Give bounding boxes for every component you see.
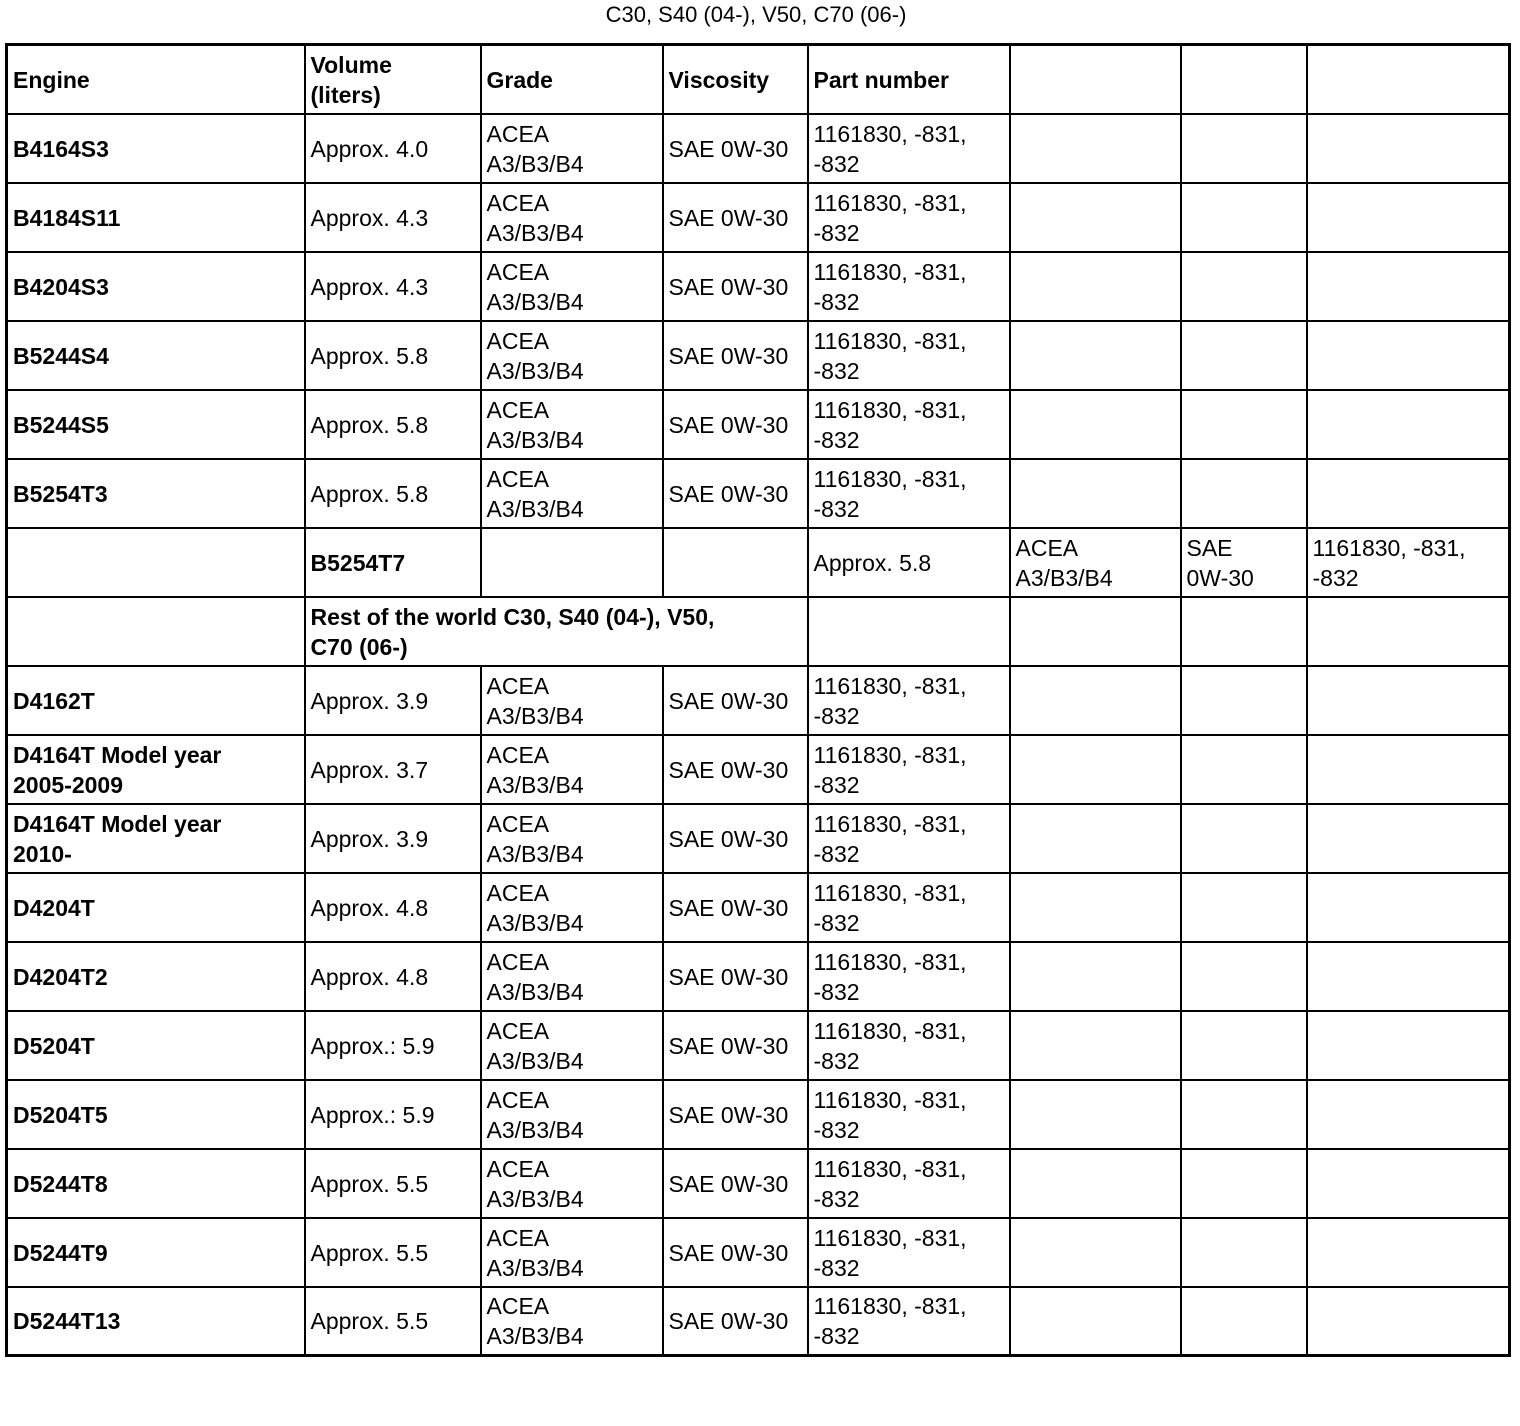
empty-cell	[1307, 459, 1510, 528]
volume-cell: Approx. 5.8	[305, 459, 481, 528]
page-title: C30, S40 (04-), V50, C70 (06-)	[605, 2, 907, 27]
empty-cell	[1307, 597, 1510, 666]
empty-cell	[1307, 1149, 1510, 1218]
empty-cell	[1010, 1080, 1181, 1149]
empty-cell	[1307, 45, 1510, 114]
empty-cell	[1181, 1080, 1307, 1149]
part-number-cell: 1161830, -831, -832	[808, 1149, 1010, 1218]
grade-cell: ACEA A3/B3/B4	[481, 459, 663, 528]
empty-cell	[7, 528, 305, 597]
engine-cell: D5244T13	[7, 1287, 305, 1356]
empty-cell	[1010, 1287, 1181, 1356]
viscosity-cell: SAE 0W-30	[663, 183, 808, 252]
part-number-cell: 1161830, -831, -832	[808, 666, 1010, 735]
empty-cell	[1181, 1149, 1307, 1218]
empty-cell	[1010, 1149, 1181, 1218]
volume-cell: Approx. 5.5	[305, 1149, 481, 1218]
empty-cell	[1307, 735, 1510, 804]
header-part-number: Part number	[808, 45, 1010, 114]
empty-cell	[1181, 45, 1307, 114]
empty-cell	[808, 597, 1010, 666]
viscosity-cell: SAE 0W-30	[663, 252, 808, 321]
engine-cell: D4162T	[7, 666, 305, 735]
viscosity-cell: SAE 0W-30	[663, 804, 808, 873]
empty-cell	[1010, 873, 1181, 942]
empty-cell	[1181, 1011, 1307, 1080]
viscosity-cell: SAE 0W-30	[1181, 528, 1307, 597]
grade-cell: ACEA A3/B3/B4	[481, 1149, 663, 1218]
viscosity-cell: SAE 0W-30	[663, 114, 808, 183]
volume-cell: Approx. 3.9	[305, 666, 481, 735]
empty-cell	[7, 597, 305, 666]
table-row	[7, 735, 1510, 804]
table-row	[7, 666, 1510, 735]
part-number-cell: 1161830, -831, -832	[808, 1011, 1010, 1080]
volume-cell: Approx. 4.8	[305, 942, 481, 1011]
grade-cell: ACEA A3/B3/B4	[481, 183, 663, 252]
engine-cell: D5204T5	[7, 1080, 305, 1149]
empty-cell	[1307, 1011, 1510, 1080]
volume-cell: Approx. 4.0	[305, 114, 481, 183]
empty-cell	[663, 528, 808, 597]
empty-cell	[1307, 183, 1510, 252]
engine-cell: B4164S3	[7, 114, 305, 183]
volume-cell: Approx.: 5.9	[305, 1080, 481, 1149]
section-heading-row	[7, 597, 1510, 666]
volume-cell: Approx. 4.3	[305, 183, 481, 252]
grade-cell: ACEA A3/B3/B4	[481, 1218, 663, 1287]
table-row	[7, 114, 1510, 183]
grade-cell: ACEA A3/B3/B4	[481, 1287, 663, 1356]
empty-cell	[1307, 666, 1510, 735]
engine-cell: D5244T8	[7, 1149, 305, 1218]
part-number-cell: 1161830, -831, -832	[808, 114, 1010, 183]
viscosity-cell: SAE 0W-30	[663, 1080, 808, 1149]
header-viscosity: Viscosity	[663, 45, 808, 114]
grade-cell: ACEA A3/B3/B4	[481, 873, 663, 942]
empty-cell	[1010, 942, 1181, 1011]
part-number-cell: 1161830, -831, -832	[808, 1287, 1010, 1356]
viscosity-cell: SAE 0W-30	[663, 321, 808, 390]
empty-cell	[1181, 459, 1307, 528]
viscosity-cell: SAE 0W-30	[663, 1218, 808, 1287]
grade-cell: ACEA A3/B3/B4	[481, 390, 663, 459]
empty-cell	[1181, 390, 1307, 459]
viscosity-cell: SAE 0W-30	[663, 1149, 808, 1218]
grade-cell: ACEA A3/B3/B4	[1010, 528, 1181, 597]
header-row	[7, 45, 1510, 114]
empty-cell	[1010, 183, 1181, 252]
empty-cell	[1181, 321, 1307, 390]
grade-cell: ACEA A3/B3/B4	[481, 252, 663, 321]
part-number-cell: 1161830, -831, -832	[808, 1080, 1010, 1149]
grade-cell: ACEA A3/B3/B4	[481, 114, 663, 183]
engine-cell: D5244T9	[7, 1218, 305, 1287]
viscosity-cell: SAE 0W-30	[663, 666, 808, 735]
volume-cell: Approx. 4.3	[305, 252, 481, 321]
empty-cell	[1010, 597, 1181, 666]
part-number-cell: 1161830, -831, -832	[1307, 528, 1510, 597]
empty-cell	[1307, 942, 1510, 1011]
table-row	[7, 804, 1510, 873]
header-engine: Engine	[7, 45, 305, 114]
engine-cell: B4184S11	[7, 183, 305, 252]
viscosity-cell: SAE 0W-30	[663, 1287, 808, 1356]
empty-cell	[1181, 1287, 1307, 1356]
oil-capacity-table	[5, 43, 1511, 1357]
table-row	[7, 1287, 1510, 1356]
header-volume: Volume (liters)	[305, 45, 481, 114]
viscosity-cell: SAE 0W-30	[663, 390, 808, 459]
engine-cell: D5204T	[7, 1011, 305, 1080]
grade-cell: ACEA A3/B3/B4	[481, 666, 663, 735]
empty-cell	[481, 528, 663, 597]
engine-cell: D4204T2	[7, 942, 305, 1011]
empty-cell	[1307, 390, 1510, 459]
empty-cell	[1010, 114, 1181, 183]
table-row	[7, 390, 1510, 459]
part-number-cell: 1161830, -831, -832	[808, 942, 1010, 1011]
part-number-cell: 1161830, -831, -832	[808, 735, 1010, 804]
part-number-cell: 1161830, -831, -832	[808, 804, 1010, 873]
grade-cell: ACEA A3/B3/B4	[481, 735, 663, 804]
empty-cell	[1181, 183, 1307, 252]
empty-cell	[1010, 804, 1181, 873]
table-row-shifted	[7, 528, 1510, 597]
engine-cell: D4164T Model year 2005-2009	[7, 735, 305, 804]
empty-cell	[1181, 252, 1307, 321]
table-row	[7, 1149, 1510, 1218]
engine-cell: D4164T Model year 2010-	[7, 804, 305, 873]
grade-cell: ACEA A3/B3/B4	[481, 1080, 663, 1149]
viscosity-cell: SAE 0W-30	[663, 942, 808, 1011]
viscosity-cell: SAE 0W-30	[663, 873, 808, 942]
empty-cell	[1307, 1080, 1510, 1149]
table-row	[7, 1218, 1510, 1287]
table-row	[7, 252, 1510, 321]
empty-cell	[1307, 321, 1510, 390]
volume-cell: Approx. 3.9	[305, 804, 481, 873]
viscosity-cell: SAE 0W-30	[663, 1011, 808, 1080]
table-row	[7, 321, 1510, 390]
table-row	[7, 183, 1510, 252]
table-row	[7, 873, 1510, 942]
empty-cell	[1307, 1218, 1510, 1287]
header-grade: Grade	[481, 45, 663, 114]
empty-cell	[1307, 804, 1510, 873]
empty-cell	[1010, 1011, 1181, 1080]
empty-cell	[1010, 1218, 1181, 1287]
section-heading: Rest of the world C30, S40 (04-), V50, C70 (06-)	[305, 597, 808, 666]
grade-cell: ACEA A3/B3/B4	[481, 321, 663, 390]
volume-cell: Approx. 5.8	[305, 390, 481, 459]
part-number-cell: 1161830, -831, -832	[808, 252, 1010, 321]
table-row	[7, 459, 1510, 528]
engine-cell: D4204T	[7, 873, 305, 942]
empty-cell	[1010, 252, 1181, 321]
empty-cell	[1010, 45, 1181, 114]
engine-cell: B5244S4	[7, 321, 305, 390]
table-row	[7, 942, 1510, 1011]
engine-cell: B4204S3	[7, 252, 305, 321]
empty-cell	[1181, 666, 1307, 735]
empty-cell	[1010, 666, 1181, 735]
engine-cell: B5254T3	[7, 459, 305, 528]
grade-cell: ACEA A3/B3/B4	[481, 942, 663, 1011]
engine-cell: B5254T7	[305, 528, 481, 597]
part-number-cell: 1161830, -831, -832	[808, 873, 1010, 942]
volume-cell: Approx. 3.7	[305, 735, 481, 804]
empty-cell	[1181, 114, 1307, 183]
part-number-cell: 1161830, -831, -832	[808, 183, 1010, 252]
empty-cell	[1181, 1218, 1307, 1287]
volume-cell: Approx.: 5.9	[305, 1011, 481, 1080]
empty-cell	[1010, 735, 1181, 804]
part-number-cell: 1161830, -831, -832	[808, 321, 1010, 390]
empty-cell	[1181, 597, 1307, 666]
part-number-cell: 1161830, -831, -832	[808, 390, 1010, 459]
empty-cell	[1181, 804, 1307, 873]
empty-cell	[1307, 114, 1510, 183]
volume-cell: Approx. 4.8	[305, 873, 481, 942]
empty-cell	[1010, 459, 1181, 528]
table-row	[7, 1011, 1510, 1080]
volume-cell: Approx. 5.5	[305, 1218, 481, 1287]
grade-cell: ACEA A3/B3/B4	[481, 1011, 663, 1080]
grade-cell: ACEA A3/B3/B4	[481, 804, 663, 873]
viscosity-cell: SAE 0W-30	[663, 735, 808, 804]
empty-cell	[1181, 735, 1307, 804]
volume-cell: Approx. 5.5	[305, 1287, 481, 1356]
empty-cell	[1181, 873, 1307, 942]
empty-cell	[1181, 942, 1307, 1011]
part-number-cell: 1161830, -831, -832	[808, 1218, 1010, 1287]
table-row	[7, 1080, 1510, 1149]
empty-cell	[1010, 321, 1181, 390]
engine-cell: B5244S5	[7, 390, 305, 459]
volume-cell: Approx. 5.8	[305, 321, 481, 390]
empty-cell	[1307, 252, 1510, 321]
empty-cell	[1307, 1287, 1510, 1356]
viscosity-cell: SAE 0W-30	[663, 459, 808, 528]
volume-cell: Approx. 5.8	[808, 528, 1010, 597]
empty-cell	[1010, 390, 1181, 459]
part-number-cell: 1161830, -831, -832	[808, 459, 1010, 528]
empty-cell	[1307, 873, 1510, 942]
